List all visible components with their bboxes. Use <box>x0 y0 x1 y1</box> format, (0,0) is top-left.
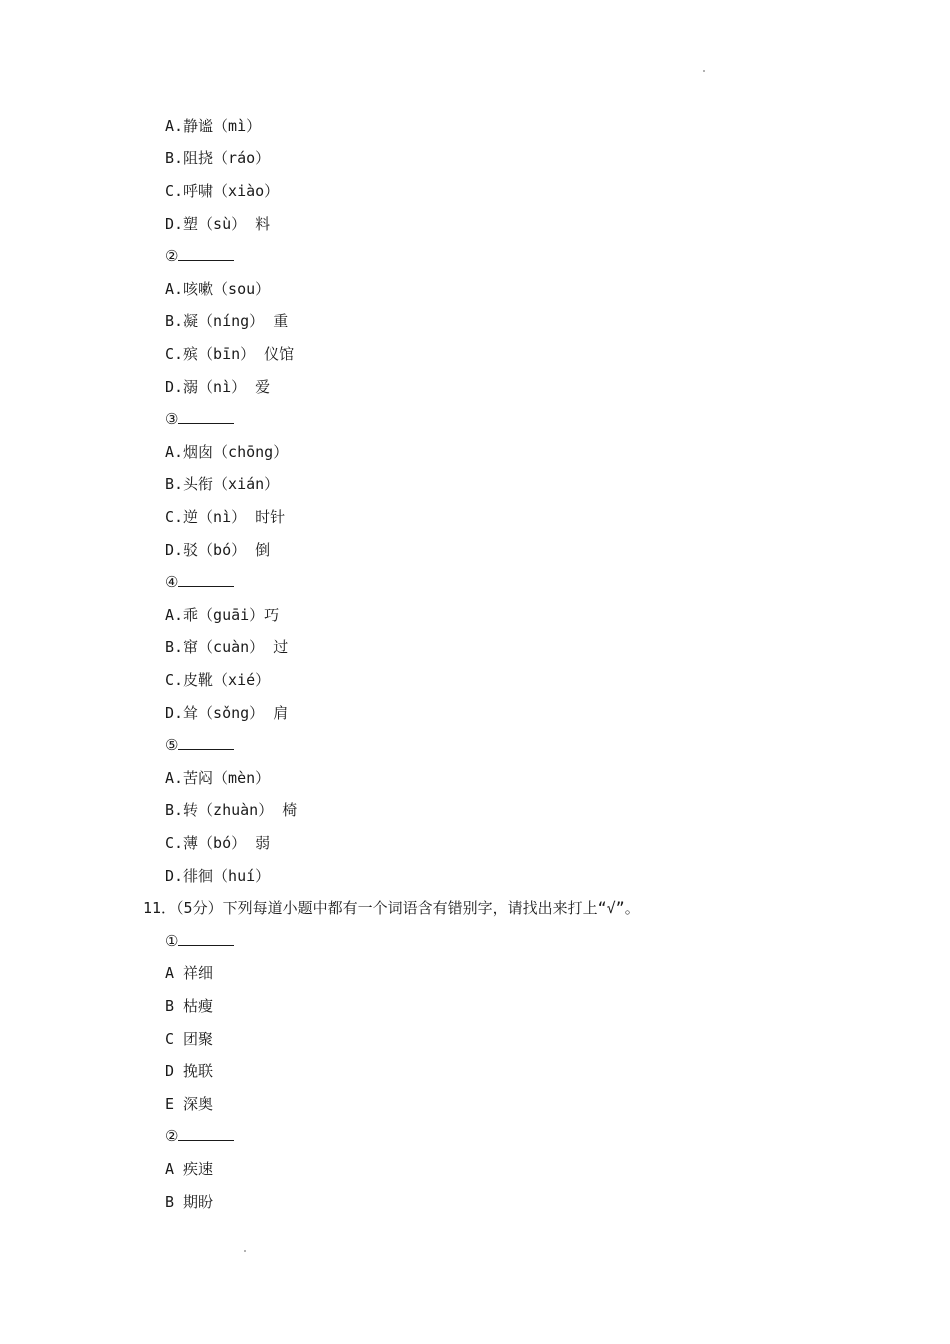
option-11-2-b: B 期盼 <box>165 1193 214 1211</box>
scan-speck-top <box>703 70 705 72</box>
answer-blank[interactable] <box>178 246 234 261</box>
answer-blank[interactable] <box>178 409 234 424</box>
option-10-3-d: D.驳（bó） 倒 <box>165 541 271 559</box>
subquestion-11-2 <box>165 1126 234 1146</box>
option-10-4-b: B.窜（cuàn） 过 <box>165 638 289 656</box>
answer-blank[interactable] <box>178 735 234 750</box>
option-10-5-b: B.转（zhuàn） 椅 <box>165 801 298 819</box>
option-10-4-c: C.皮靴（xié） <box>165 671 271 689</box>
option-10-2-a: A.咳嗽（sou） <box>165 280 271 298</box>
subquestion-10-2 <box>165 246 234 266</box>
subquestion-marker: ② <box>165 1127 179 1145</box>
subquestion-marker: ⑤ <box>165 736 179 754</box>
question-11-stem: 11．（5分）下列每道小题中都有一个词语含有错别字，请找出来打上“√”。 <box>143 899 640 917</box>
option-11-1-e: E 深奥 <box>165 1095 214 1113</box>
subquestion-11-1 <box>165 931 234 951</box>
option-10-3-b: B.头衔（xián） <box>165 475 280 493</box>
option-11-1-d: D 挽联 <box>165 1062 214 1080</box>
option-10-1-b: B.阻挠（ráo） <box>165 149 271 167</box>
option-10-3-c: C.逆（nì） 时针 <box>165 508 286 526</box>
subquestion-marker: ① <box>165 932 179 950</box>
subquestion-10-4 <box>165 572 234 592</box>
option-10-4-a: A.乖（guāi）巧 <box>165 606 280 624</box>
option-11-2-a: A 疾速 <box>165 1160 214 1178</box>
option-10-2-d: D.溺（nì） 爱 <box>165 378 271 396</box>
option-10-2-c: C.殡（bīn） 仪馆 <box>165 345 295 363</box>
scan-speck-bottom <box>244 1250 246 1252</box>
answer-blank[interactable] <box>178 572 234 587</box>
answer-blank[interactable] <box>178 1126 234 1141</box>
option-10-4-d: D.耸（sǒng） 肩 <box>165 704 289 722</box>
option-10-1-c: C.呼啸（xiào） <box>165 182 280 200</box>
subquestion-10-3 <box>165 409 234 429</box>
option-10-5-c: C.薄（bó） 弱 <box>165 834 271 852</box>
subquestion-marker: ② <box>165 247 179 265</box>
option-10-5-a: A.苦闷（mèn） <box>165 769 271 787</box>
option-10-3-a: A.烟囱（chōng） <box>165 443 289 461</box>
option-11-1-c: C 团聚 <box>165 1030 214 1048</box>
subquestion-10-5 <box>165 735 234 755</box>
subquestion-marker: ④ <box>165 573 179 591</box>
option-10-1-a: A.静谧（mì） <box>165 117 262 135</box>
option-10-2-b: B.凝（níng） 重 <box>165 312 289 330</box>
option-10-1-d: D.塑（sù） 料 <box>165 215 271 233</box>
answer-blank[interactable] <box>178 931 234 946</box>
option-10-5-d: D.徘徊（huí） <box>165 867 271 885</box>
option-11-1-a: A 祥细 <box>165 964 214 982</box>
option-11-1-b: B 枯瘦 <box>165 997 214 1015</box>
subquestion-marker: ③ <box>165 410 179 428</box>
